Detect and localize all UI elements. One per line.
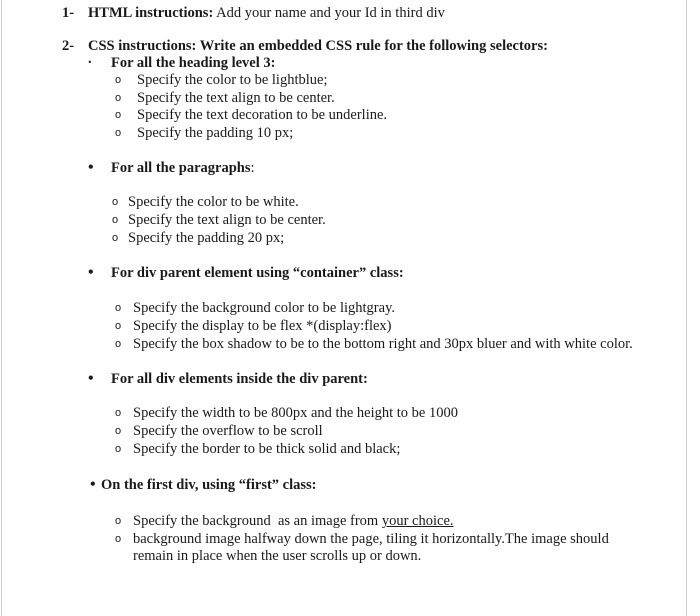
section-5-item-1-line bbox=[133, 512, 454, 530]
section-3-item-3: Specify the box shadow to be to the bottom right and 30px bluer and with white color. bbox=[133, 336, 633, 352]
sub-bullet: o bbox=[115, 74, 122, 86]
sub-bullet: o bbox=[112, 232, 119, 244]
section-3-bullet: • bbox=[88, 264, 94, 281]
section-5-heading: On the first div, using “first” class: bbox=[101, 477, 317, 493]
sub-bullet: o bbox=[115, 92, 122, 104]
sub-bullet: o bbox=[115, 407, 122, 419]
page-left-edge bbox=[1, 0, 2, 616]
sub-bullet: o bbox=[115, 338, 122, 350]
section-2-heading-tail: : bbox=[250, 160, 255, 176]
section-2-item-3: Specify the padding 20 px; bbox=[128, 230, 285, 246]
section-5-item-1: Specify the background as an image from bbox=[133, 513, 382, 529]
section-2-item-2: Specify the text align to be center. bbox=[128, 212, 326, 228]
section-4-item-2: Specify the overflow to be scroll bbox=[133, 423, 323, 439]
sub-bullet: o bbox=[115, 109, 122, 121]
section-5-item-2-continued: remain in place when the user scrolls up or down. bbox=[133, 548, 422, 564]
section-2-bullet: • bbox=[88, 159, 94, 176]
section-1-item-2: Specify the text align to be center. bbox=[137, 90, 335, 106]
section-1-heading: For all the heading level 3: bbox=[111, 55, 276, 71]
section-1-item-4: Specify the padding 10 px; bbox=[137, 125, 294, 141]
section-5-item-2: background image halfway down the page, tiling it horizontally.The image should bbox=[133, 531, 609, 547]
section-2-heading: For all the paragraphs bbox=[111, 160, 251, 176]
section-5-bullet: • bbox=[90, 476, 96, 493]
section-2-item-1: Specify the color to be white. bbox=[128, 194, 299, 210]
sub-bullet: o bbox=[115, 320, 122, 332]
item-1-line bbox=[88, 4, 445, 22]
section-3-heading: For div parent element using “container” class: bbox=[111, 265, 404, 281]
item-1-text: Add your name and your Id in third div bbox=[213, 5, 445, 21]
section-4-item-1: Specify the width to be 800px and the height to be 1000 bbox=[133, 405, 458, 421]
sub-bullet: o bbox=[112, 196, 119, 208]
sub-bullet: o bbox=[115, 533, 122, 545]
item-1-number: 1- bbox=[62, 5, 75, 21]
section-4-heading: For all div elements inside the div parent: bbox=[111, 371, 368, 387]
item-2-label: CSS instructions: Write an embedded CSS rule for the following selectors: bbox=[88, 38, 548, 54]
section-4-item-3: Specify the border to be thick solid and black; bbox=[133, 441, 401, 457]
item-2-number: 2- bbox=[62, 38, 75, 54]
sub-bullet: o bbox=[115, 425, 122, 437]
sub-bullet: o bbox=[115, 302, 122, 314]
sub-bullet: o bbox=[115, 127, 122, 139]
sub-bullet: o bbox=[115, 515, 122, 527]
section-1-item-1: Specify the color to be lightblue; bbox=[137, 72, 328, 88]
section-2-heading-line bbox=[111, 159, 255, 177]
page-right-edge bbox=[686, 0, 687, 616]
section-3-item-2: Specify the display to be flex *(display:flex) bbox=[133, 318, 392, 334]
section-4-bullet: • bbox=[88, 370, 94, 387]
section-3-item-1: Specify the background color to be lightgray. bbox=[133, 300, 395, 316]
sub-bullet: o bbox=[115, 443, 122, 455]
section-1-item-3: Specify the text decoration to be underline. bbox=[137, 107, 388, 123]
your-choice-underlined: your choice. bbox=[381, 513, 454, 529]
item-1-label: HTML instructions: bbox=[88, 5, 214, 21]
section-1-bullet: . bbox=[88, 51, 92, 67]
sub-bullet: o bbox=[112, 214, 119, 226]
